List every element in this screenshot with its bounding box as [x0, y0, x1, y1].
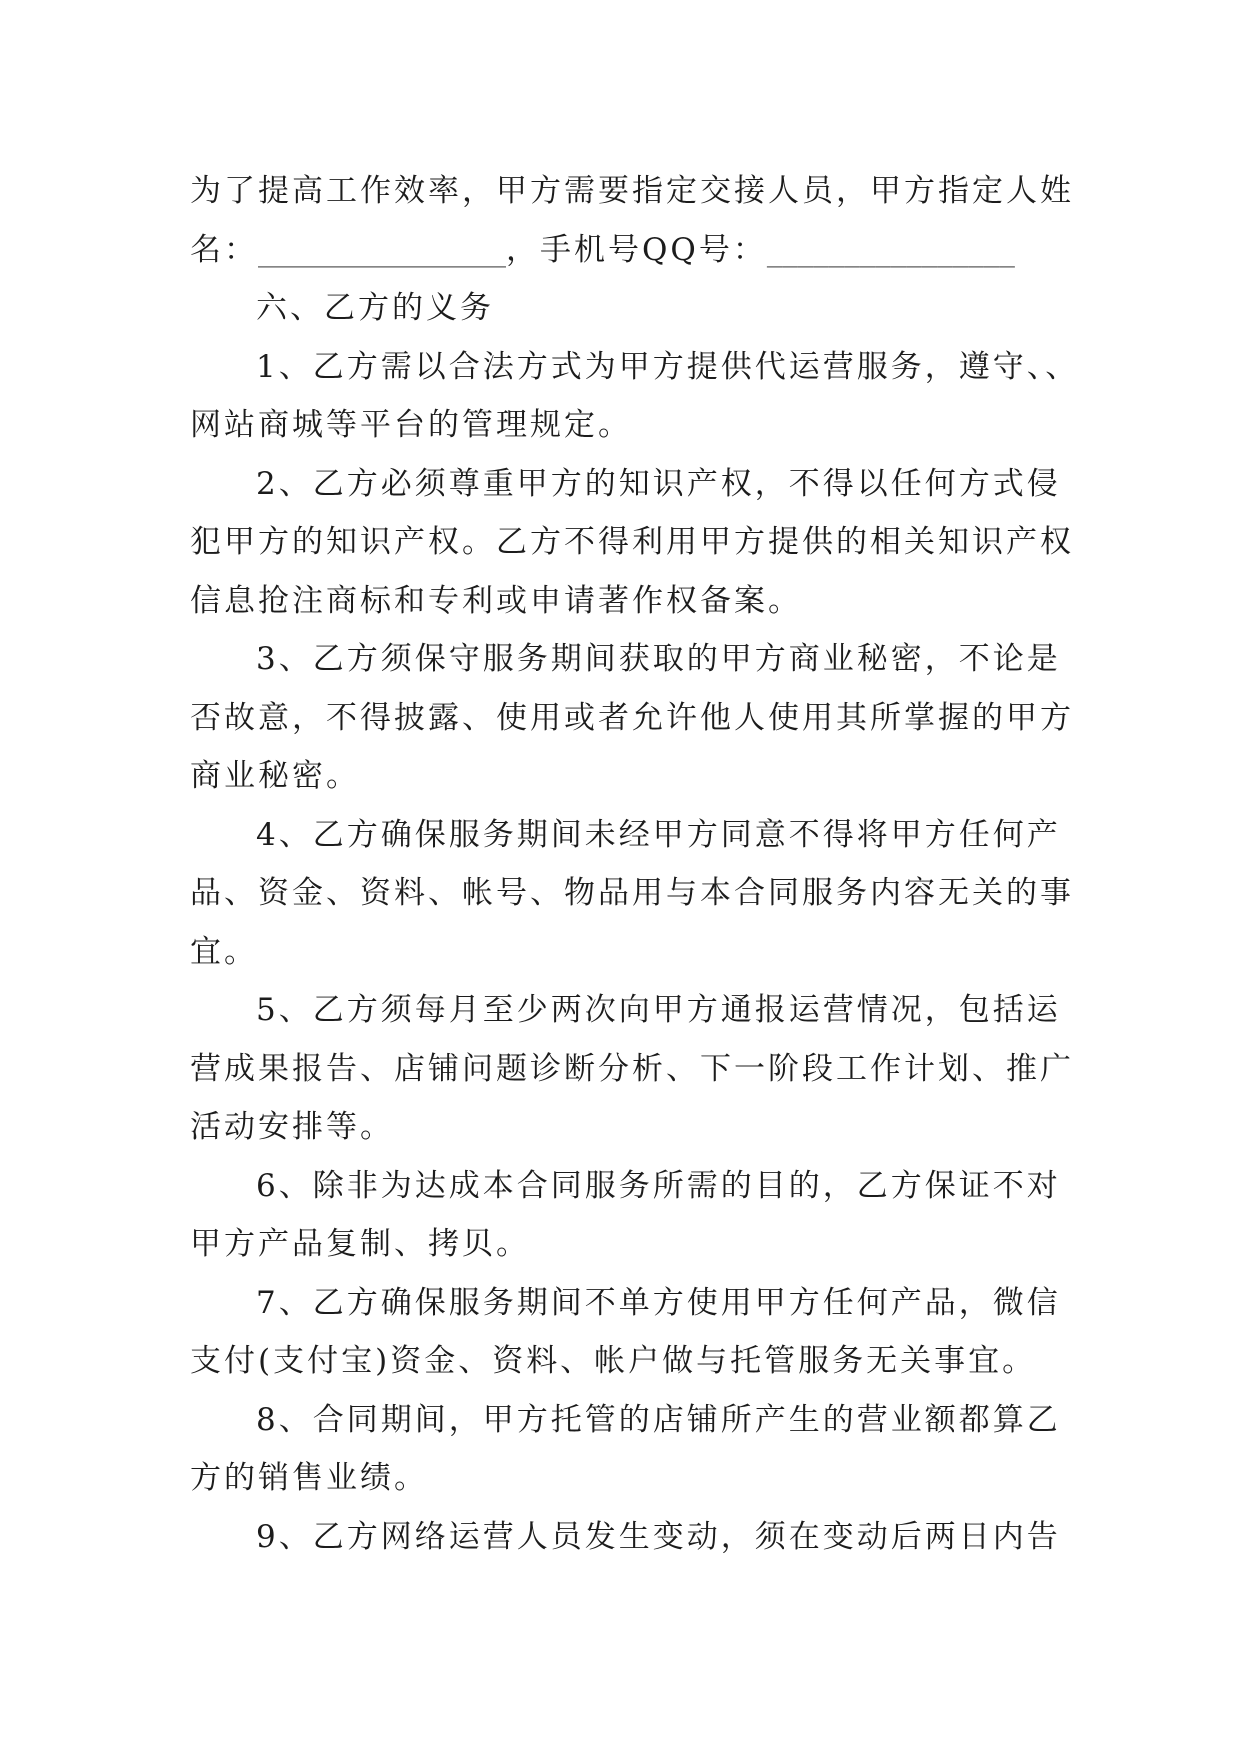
intro-paragraph: [190, 162, 1074, 279]
phone-qq-blank: ________________: [766, 231, 1015, 268]
intro-line-2: [190, 221, 1070, 280]
clause-line: 9、乙方网络运营人员发生变动，须在变动后两日内告: [256, 1518, 1061, 1555]
clause-line: 8、合同期间，甲方托管的店铺所产生的营业额都算乙: [256, 1401, 1061, 1438]
clause-paragraph: [190, 455, 1074, 631]
clause-line: 7、乙方确保服务期间不单方使用甲方任何产品，微信: [256, 1284, 1061, 1321]
name-blank: ________________: [258, 231, 506, 268]
name-label: 名：: [190, 231, 258, 268]
clause-line: 营成果报告、店铺问题诊断分析、下一阶段工作计划、推广: [190, 1050, 1074, 1087]
clause-list: [190, 338, 1080, 1567]
clause-line: 6、除非为达成本合同服务所需的目的，乙方保证不对: [256, 1167, 1061, 1204]
clause-line: 1、乙方需以合法方式为甲方提供代运营服务，遵守、、: [256, 348, 1080, 385]
clause-line: 品、资金、资料、帐号、物品用与本合同服务内容无关的事: [190, 875, 1074, 911]
clause-paragraph: [190, 1274, 1070, 1391]
intro-line-1: 为了提高工作效率，甲方需要指定交接人员，甲方指定人姓: [190, 173, 1074, 209]
clause-line: 网站商城等平台的管理规定。: [190, 407, 632, 443]
clause-line: 商业秘密。: [190, 758, 360, 794]
clause-line: 3、乙方须保守服务期间获取的甲方商业秘密，不论是: [256, 641, 1061, 677]
section-heading: 六、乙方的义务: [256, 290, 494, 326]
clause-line: 犯甲方的知识产权。乙方不得利用甲方提供的相关知识产权: [190, 524, 1074, 560]
clause-line: 4、乙方确保服务期间未经甲方同意不得将甲方任何产: [256, 816, 1061, 853]
clause-paragraph: [190, 806, 1074, 982]
clause-paragraph: [190, 1508, 1070, 1567]
clause-line: 2、乙方必须尊重甲方的知识产权，不得以任何方式侵: [256, 465, 1061, 502]
clause-line: 支付(支付宝)资金、资料、帐户做与托管服务无关事宜。: [190, 1343, 1037, 1379]
clause-line: 方的销售业绩。: [190, 1460, 428, 1496]
clause-line: 甲方产品复制、拷贝。: [190, 1226, 530, 1262]
clause-paragraph: [190, 1391, 1070, 1508]
clause-line: 宜。: [190, 933, 258, 970]
phone-qq-label: ，手机号QQ号：: [506, 231, 767, 268]
clause-paragraph: [190, 1157, 1070, 1274]
clause-line: 否故意，不得披露、使用或者允许他人使用其所掌握的甲方: [190, 699, 1074, 736]
clause-line: 5、乙方须每月至少两次向甲方通报运营情况，包括运: [256, 992, 1061, 1028]
section-heading-paragraph: [190, 279, 1070, 338]
clause-paragraph: [190, 338, 1080, 455]
document-body: [190, 162, 1080, 1566]
clause-paragraph: [190, 630, 1074, 806]
clause-paragraph: [190, 981, 1074, 1157]
clause-line: 信息抢注商标和专利或申请著作权备案。: [190, 582, 802, 619]
clause-line: 活动安排等。: [190, 1109, 394, 1145]
